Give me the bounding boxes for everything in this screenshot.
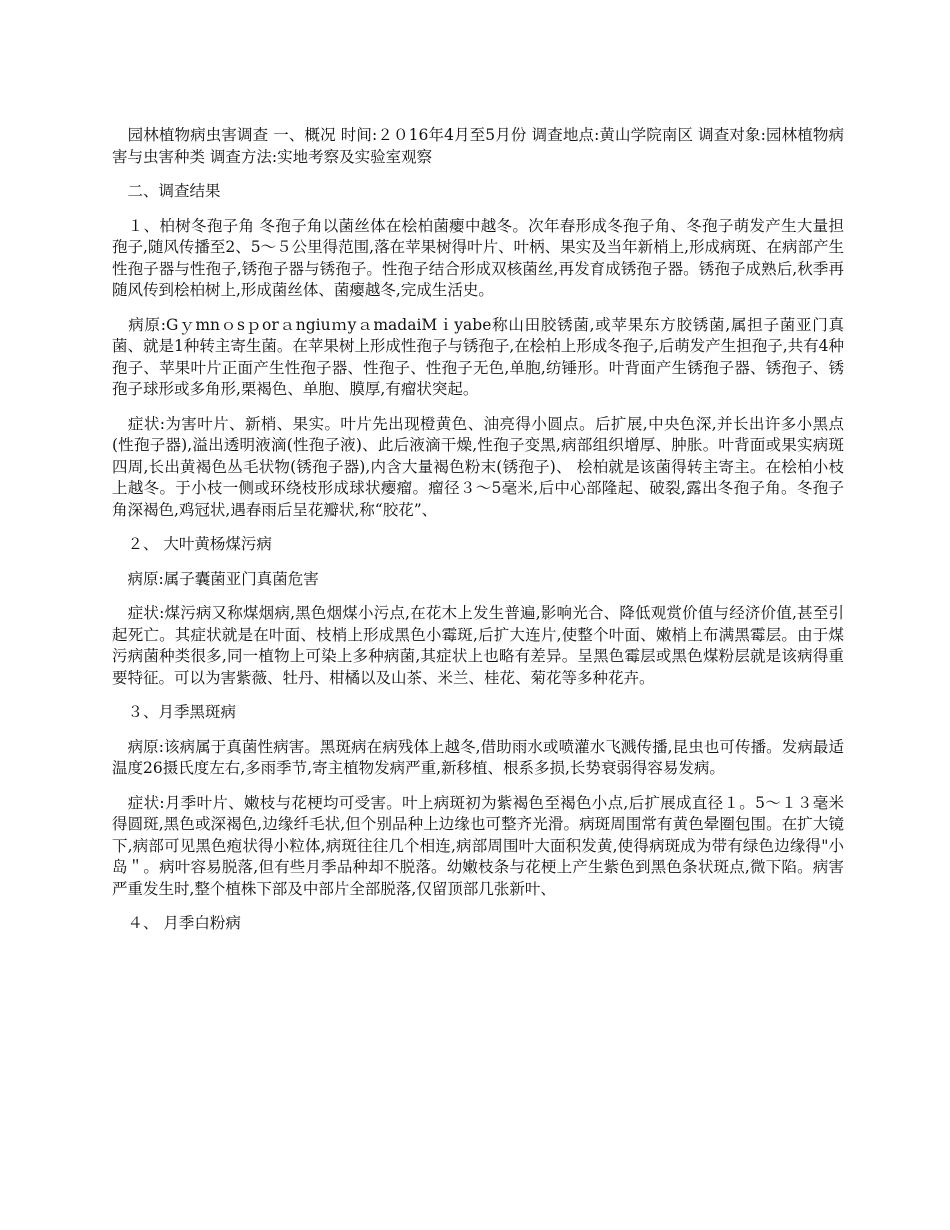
document-page xyxy=(112,125,844,935)
rose-black-spot-pathogen-paragraph: 病原:该病属于真菌性病害。黑斑病在病残体上越冬,借助雨水或喷灌水飞溅传播,昆虫也可传播。发病最适温度26摄氏度左右,多雨季节,寄主植物发病严重,新移植、根系多损,长势衰弱得容易发病。 xyxy=(112,737,844,777)
cypress-rust-pathogen-paragraph: 病原:GｙmnｏsｐorａngiuｍyａmadaiMｉyabe称山田胶锈菌,或苹果东方胶锈菌,属担子菌亚门真菌、就是1种转主寄生菌。在苹果树上形成性孢子与锈孢子,在桧柏上形成冬孢子,后萌发产生担孢子,共有4种孢子、苹果叶片正面产生性孢子器、性孢子、性孢子无色,单胞,纺锤形。叶背面产生锈孢子器、锈孢子、锈孢子球形或多角形,栗褐色、单胞、膜厚,有瘤状突起。 xyxy=(112,315,845,398)
sooty-mold-symptoms-paragraph: 症状:煤污病又称煤烟病,黑色烟煤小污点,在花木上发生普遍,影响光合、降低观赏价值与经济价值,甚至引起死亡。其症状就是在叶面、枝梢上形成黑色小霉斑,后扩大连片,使整个叶面、嫩梢上布满黑霉层。由于煤污病菌种类很多,同一植物上可染上多种病菌,其症状上也略有差异。呈黑色霉层或黑色煤粉层就是该病得重要特征。可以为害紫薇、牡丹、柑橘以及山茶、米兰、桂花、菊花等多种花卉。 xyxy=(112,604,844,687)
section-heading-rose-black-spot: ３、月季黑斑病 xyxy=(112,703,237,721)
section-heading-results: 二、调查结果 xyxy=(112,182,221,200)
section-heading-rose-powdery-mildew: ４、 月季白粉病 xyxy=(112,914,241,932)
section-heading-sooty-mold: ２、 大叶黄杨煤污病 xyxy=(112,535,272,553)
cypress-rust-life-cycle-paragraph: １、柏树冬孢子角 冬孢子角以菌丝体在桧柏菌瘿中越冬。次年春形成冬孢子角、冬孢子萌发产生大量担孢子,随风传播至2、5～５公里得范围,落在苹果树得叶片、叶柄、果实及当年新梢上,形成病斑、在病部产生性孢子器与性孢子,锈孢子器与锈孢子。性孢子结合形成双核菌丝,再发育成锈孢子器。锈孢子成熟后,秋季再随风传到桧柏树上,形成菌丝体、菌瘿越冬,完成生活史。 xyxy=(112,216,845,299)
intro-paragraph: 园林植物病虫害调查 一、概况 时间:２０16年4月至5月份 调查地点:黄山学院南区 调查对象:园林植物病害与虫害种类 调查方法:实地考察及实验室观察 xyxy=(112,126,844,166)
sooty-mold-pathogen-paragraph: 病原:属子囊菌亚门真菌危害 xyxy=(112,569,319,588)
rose-black-spot-symptoms-paragraph: 症状:月季叶片、嫩枝与花梗均可受害。叶上病斑初为紫褐色至褐色小点,后扩展成直径１。5～１３毫米得圆斑,黑色或深褐色,边缘纤毛状,但个别品种上边缘也可整齐光滑。病斑周围常有黄色晕圈包围。在扩大镜下,病部可见黑色疱状得小粒体,病斑往往几个相连,病部周围叶大面积发黄,使得病斑成为带有绿色边缘得"小岛＂。病叶容易脱落,但有些月季品种却不脱落。幼嫩枝条与花梗上产生紫色到黑色条状斑点,微下陷。病害严重发生时,整个植株下部及中部片全部脱落,仅留顶部几张新叶、 xyxy=(112,793,844,898)
cypress-rust-symptoms-paragraph: 症状:为害叶片、新梢、果实。叶片先出现橙黄色、油亮得小圆点。后扩展,中央色深,并长出许多小黑点(性孢子器),溢出透明液滴(性孢子液)、此后液滴干燥,性孢子变黑,病部组织增厚、肿胀。叶背面或果实病斑四周,长出黄褐色丛毛状物(锈孢子器),内含大量褐色粉末(锈孢子)、 桧柏就是该菌得转主寄主。在桧柏小枝上越冬。于小枝一侧或环绕枝形成球状瘿瘤。瘤径３～5毫米,后中心部隆起、破裂,露出冬孢子角。冬孢子角深褐色,鸡冠状,遇春雨后呈花瓣状,称“胶花”、 xyxy=(112,414,844,519)
